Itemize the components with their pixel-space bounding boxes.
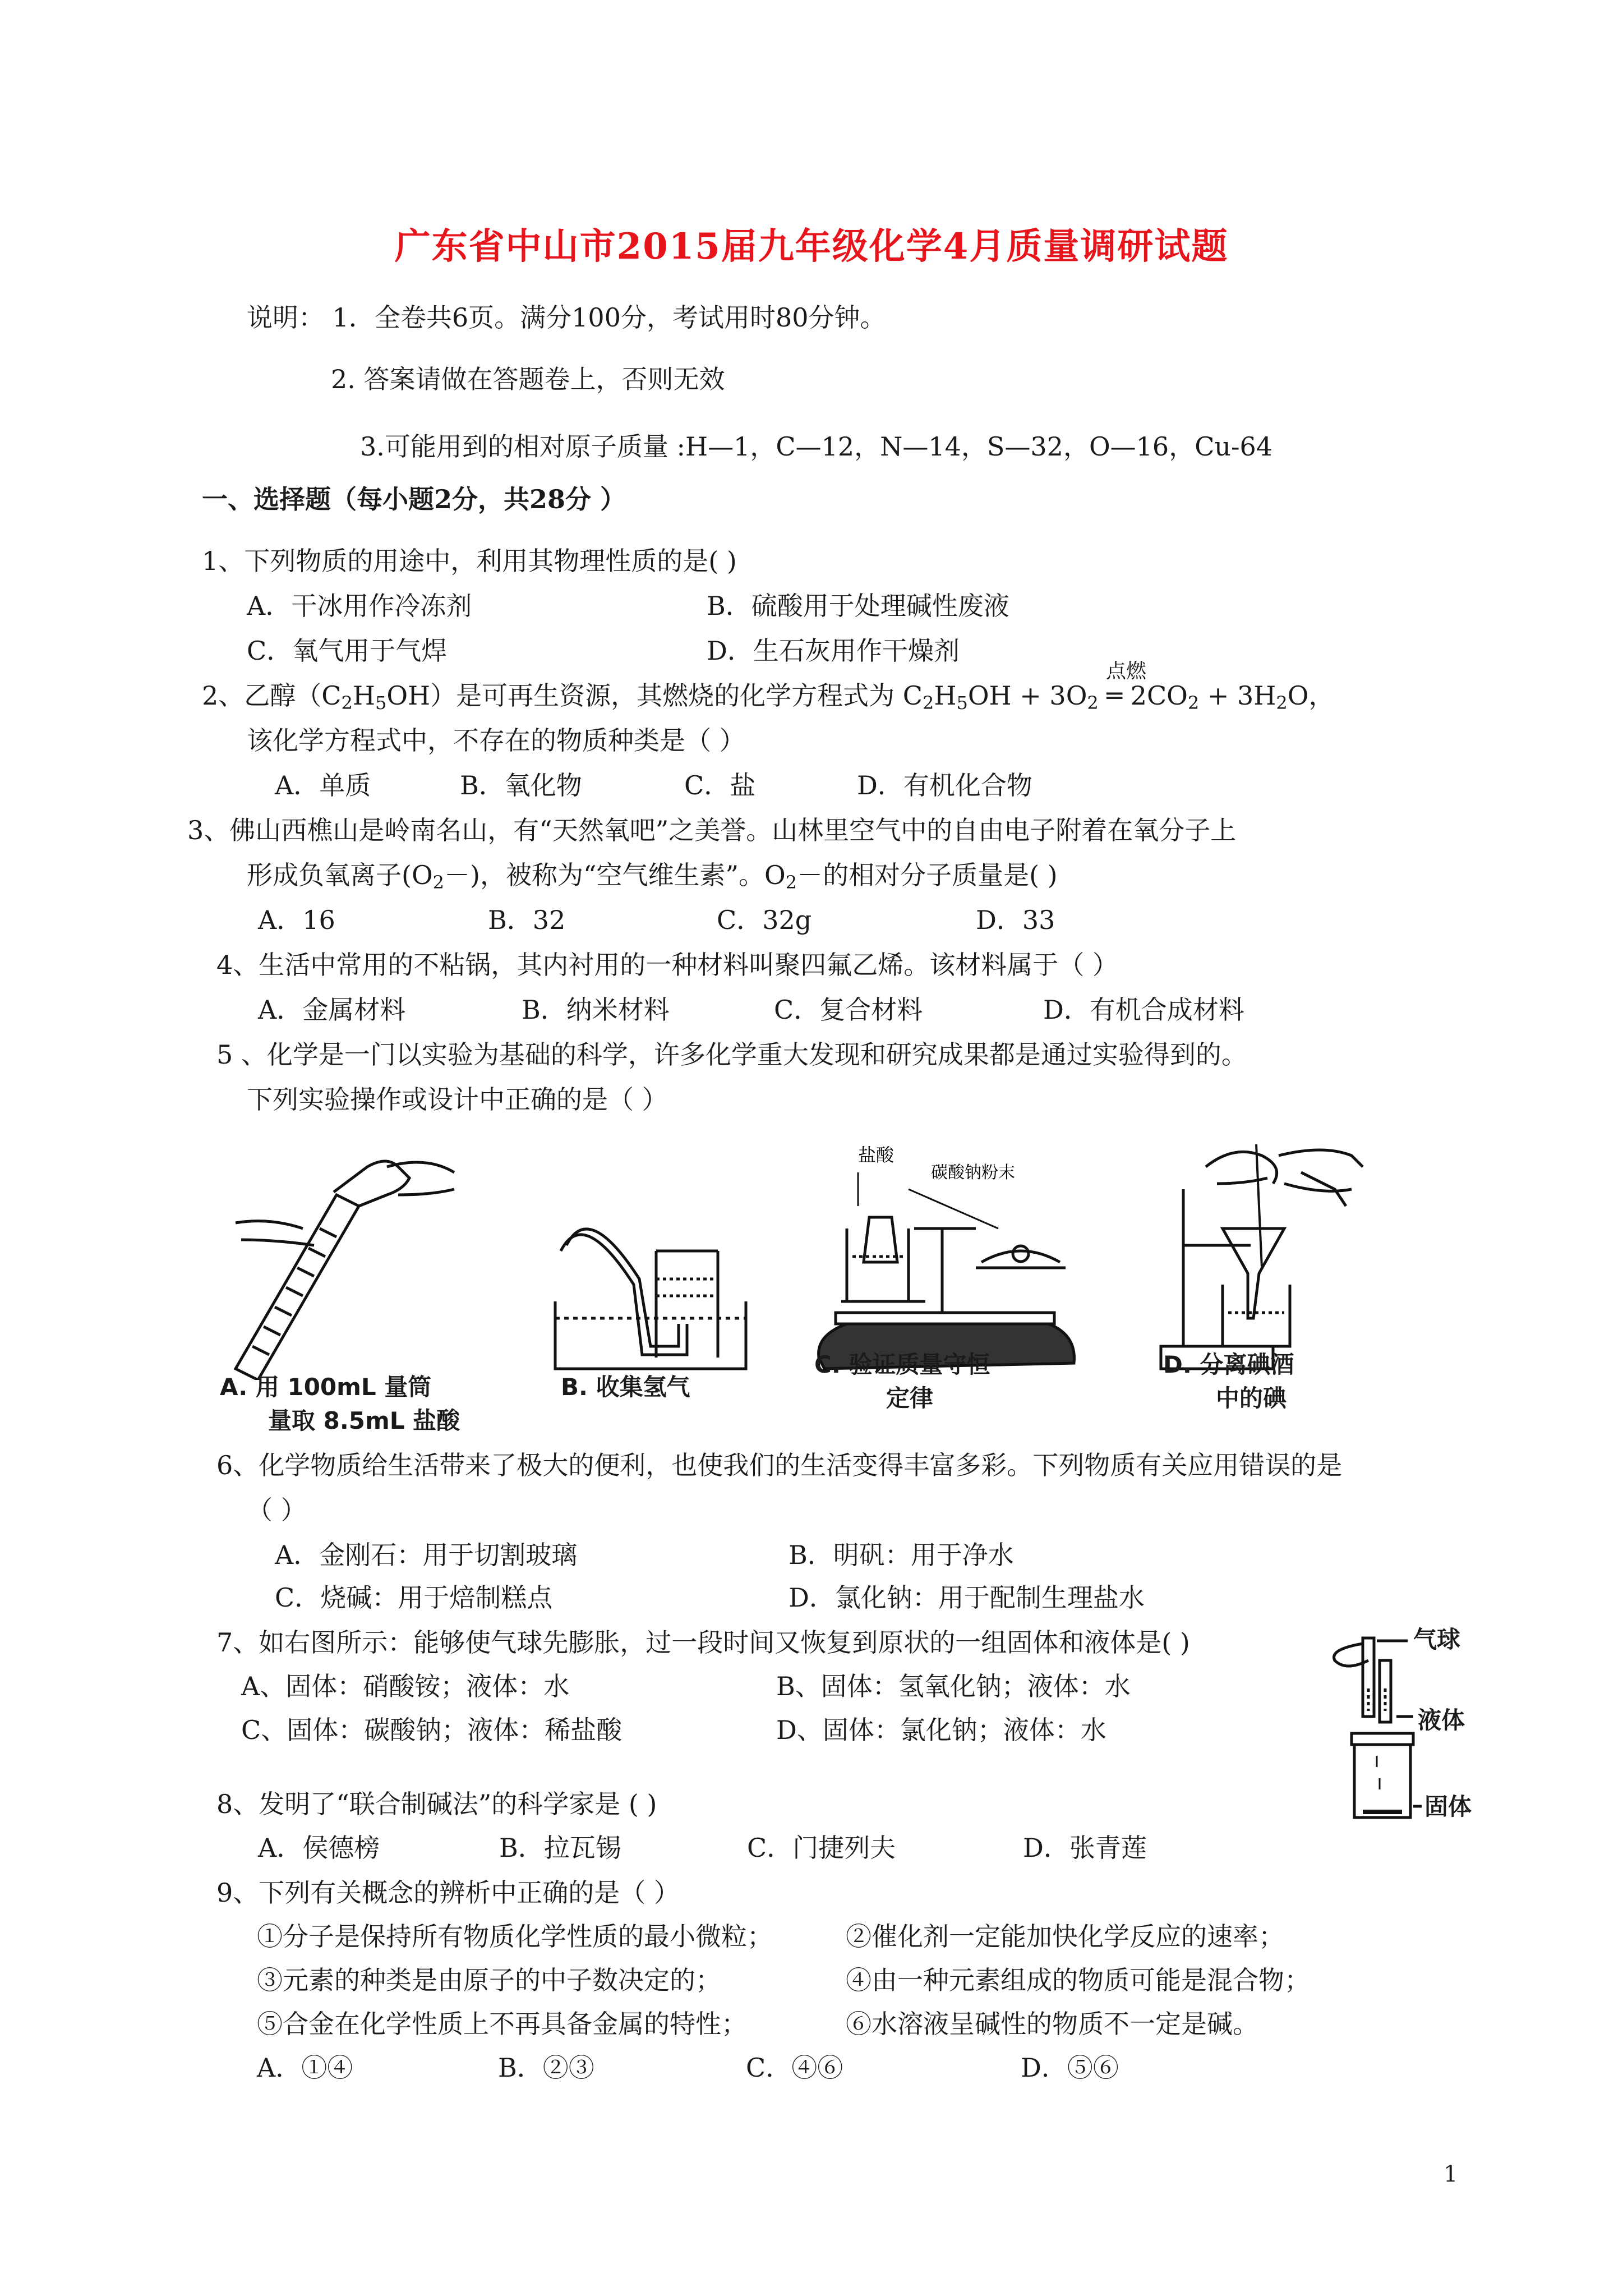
q9-statement-6: ⑥水溶液呈碱性的物质不一定是碱。 xyxy=(846,2009,1258,2039)
q1-stem: 1、下列物质的用途中，利用其物理性质的是( ) xyxy=(202,546,737,576)
q9-option-d: D．⑤⑥ xyxy=(1021,2053,1119,2083)
q4-stem: 4、生活中常用的不粘锅，其内衬用的一种材料叫聚四氟乙烯。该材料属于（ ） xyxy=(216,950,1118,980)
q7-option-c: C、固体：碳酸钠；液体：稀盐酸 xyxy=(241,1715,623,1745)
powder-label: 碳酸钠粉末 xyxy=(931,1163,1015,1182)
q4-option-c: C．复合材料 xyxy=(774,995,923,1025)
q2-option-d: D．有机化合物 xyxy=(857,770,1032,800)
fig-d-caption-1: D. 分离碘酒 xyxy=(1163,1351,1294,1378)
q8-option-b: B．拉瓦锡 xyxy=(499,1833,621,1863)
q6-option-c: C．烧碱：用于焙制糕点 xyxy=(275,1582,553,1613)
gas-collection-icon xyxy=(555,1229,746,1369)
note-1: 说明： 1．全卷共6页。满分100分，考试用时80分钟。 xyxy=(247,302,886,333)
fig-c-caption-2: 定律 xyxy=(886,1384,934,1412)
q6-line1: 6、化学物质给生活带来了极大的便利，也使我们的生活变得丰富多彩。下列物质有关应用错误的是 xyxy=(216,1450,1343,1480)
q3-option-b: B．32 xyxy=(488,905,566,935)
q9-stem: 9、下列有关概念的辨析中正确的是（ ） xyxy=(216,1878,680,1908)
fig-c-caption-1: C. 验证质量守恒 xyxy=(814,1351,990,1378)
q2-line2: 该化学方程式中，不存在的物质种类是（ ） xyxy=(247,725,745,756)
note-3: 3.可能用到的相对原子质量 :H—1，C—12，N—14，S—32，O—16，Cu-64 xyxy=(360,431,1273,462)
q6-line2: （ ） xyxy=(247,1495,307,1525)
q3-option-c: C．32g xyxy=(717,905,812,935)
fig-a-caption-1: A. 用 100mL 量筒 xyxy=(220,1373,432,1401)
q5-line2: 下列实验操作或设计中正确的是（ ） xyxy=(247,1084,668,1115)
q8-option-d: D．张青莲 xyxy=(1023,1833,1147,1863)
q1-option-c: C．氧气用于气焊 xyxy=(247,636,448,666)
q9-statement-5: ⑤合金在化学性质上不再具备金属的特性； xyxy=(257,2009,747,2039)
section-header: 一、选择题（每小题2分，共28分 ） xyxy=(202,484,626,514)
q1-option-d: D．生石灰用作干燥剂 xyxy=(707,636,960,666)
balance-icon xyxy=(819,1172,1075,1369)
fig-b-caption: B. 收集氢气 xyxy=(561,1373,690,1401)
q3-line2: 形成负氧离子$(O_2-)$，被称为“空气维生素”。$O_2-$的相对分子质量是( ) xyxy=(247,860,1058,893)
graduated-cylinder-icon xyxy=(236,1161,454,1380)
q4-option-a: A．金属材料 xyxy=(258,995,406,1025)
balloon-label: 气球 xyxy=(1413,1626,1461,1653)
q1-option-b: B．硫酸用于处理碱性废液 xyxy=(707,591,1009,621)
q5-line1: 5 、化学是一门以实验为基础的科学，许多化学重大发现和研究成果都是通过实验得到的。 xyxy=(216,1039,1247,1070)
q2-option-b: B．氧化物 xyxy=(460,770,582,800)
q9-statement-2: ②催化剂一定能加快化学反应的速率； xyxy=(846,1921,1284,1952)
q2-condition: 点燃 xyxy=(1106,660,1147,683)
fig-d-caption-2: 中的碘 xyxy=(1216,1384,1287,1412)
q4-option-d: D．有机合成材料 xyxy=(1043,995,1244,1025)
q9-option-c: C．④⑥ xyxy=(746,2053,843,2083)
page-title: 广东省中山市2015届九年级化学4月质量调研试题 xyxy=(394,226,1229,268)
q9-statement-1: ①分子是保持所有物质化学性质的最小微粒； xyxy=(257,1921,773,1952)
q2-stem: 2、乙醇$(C_2H_5OH)$是可再生资源，其燃烧的化学方程式为 $C_2H_5OH + 3O_2$ ═ $2CO_2 + 3H_2O$， xyxy=(202,680,1335,714)
q9-statement-4: ④由一种元素组成的物质可能是混合物； xyxy=(846,1965,1310,1995)
q9-statement-3: ③元素的种类是由原子的中子数决定的； xyxy=(257,1965,721,1995)
q7-option-d: D、固体：氯化钠；液体：水 xyxy=(776,1715,1106,1745)
q8-stem: 8、发明了“联合制碱法”的科学家是 ( ) xyxy=(216,1789,657,1819)
q7-option-a: A、固体：硝酸铵；液体：水 xyxy=(241,1671,570,1701)
q6-option-d: D．氯化钠：用于配制生理盐水 xyxy=(789,1582,1145,1613)
q3-line1: 3、佛山西樵山是岭南名山，有“天然氧吧”之美誉。山林里空气中的自由电子附着在氧分子上 xyxy=(187,815,1237,845)
q2-option-c: C．盐 xyxy=(684,770,756,800)
q4-option-b: B．纳米材料 xyxy=(522,995,670,1025)
q5-apparatus-figures xyxy=(219,1133,1419,1380)
q3-option-d: D．33 xyxy=(976,905,1055,935)
q1-option-a: A．干冰用作冷冻剂 xyxy=(247,591,472,621)
q9-option-a: A．①④ xyxy=(257,2053,353,2083)
q9-option-b: B．②③ xyxy=(498,2053,594,2083)
solid-label: 固体 xyxy=(1424,1793,1472,1820)
q7-stem: 7、如右图所示：能够使气球先膨胀，过一段时间又恢复到原状的一组固体和液体是( ) xyxy=(216,1627,1190,1658)
q2-option-a: A．单质 xyxy=(275,770,371,800)
q7-option-b: B、固体：氢氧化钠；液体：水 xyxy=(776,1671,1131,1701)
page-number: 1 xyxy=(1444,2161,1458,2187)
q3-option-a: A．16 xyxy=(258,905,335,935)
q6-option-b: B．明矾：用于净水 xyxy=(789,1540,1014,1570)
liquid-label: 液体 xyxy=(1418,1706,1465,1734)
q8-option-a: A．侯德榜 xyxy=(258,1833,380,1863)
q6-option-a: A．金刚石：用于切割玻璃 xyxy=(275,1540,578,1570)
q8-option-c: C．门捷列夫 xyxy=(747,1833,896,1863)
acid-label: 盐酸 xyxy=(858,1144,895,1166)
fig-a-caption-2: 量取 8.5mL 盐酸 xyxy=(268,1407,460,1434)
filtration-icon xyxy=(1161,1144,1363,1369)
note-2: 2. 答案请做在答题卷上，否则无效 xyxy=(331,364,725,394)
